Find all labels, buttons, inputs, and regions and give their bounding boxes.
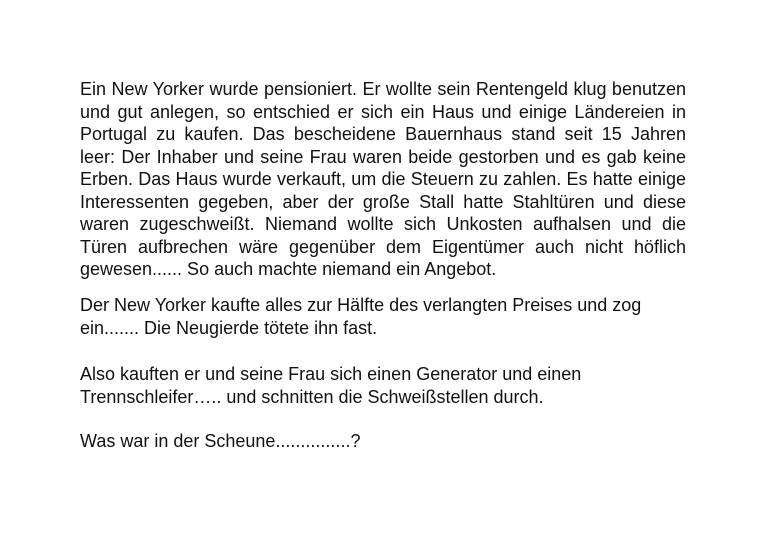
paragraph-generator: Also kauften er und seine Frau sich einen Generator und einen Trennschleifer….. und schnitten die Schweißstellen durch. [80,364,582,407]
paragraph-purchase: Der New Yorker kaufte alles zur Hälfte des verlangten Preises und zog ein....... Die Neugierde tötete ihn fast. [80,295,642,338]
paragraph-story-intro: Ein New Yorker wurde pensioniert. Er wollte sein Rentengeld klug benutzen und gut anlegen, so entschied er sich ein Haus und einige Ländereien in Portugal zu kaufen. Das bescheidene Bauernhaus stand seit 15 Jahren leer: Der Inhaber und seine Frau waren beide gestorben und es gab keine Erben. Das Haus wurde verkauft, um die Steuern zu zahlen. Es hatte einige Interessenten gegeben, aber der große Stall hatte Stahltüren und diese waren zugeschweißt. Niemand wollte sich Unkosten aufhalsen und die Türen aufbrechen wäre gegenüber dem Eigentümer auch nicht höflich gewesen...... So auch machte niemand ein Angebot. [80,79,686,279]
paragraph-question: Was war in der Scheune...............? [80,431,361,451]
